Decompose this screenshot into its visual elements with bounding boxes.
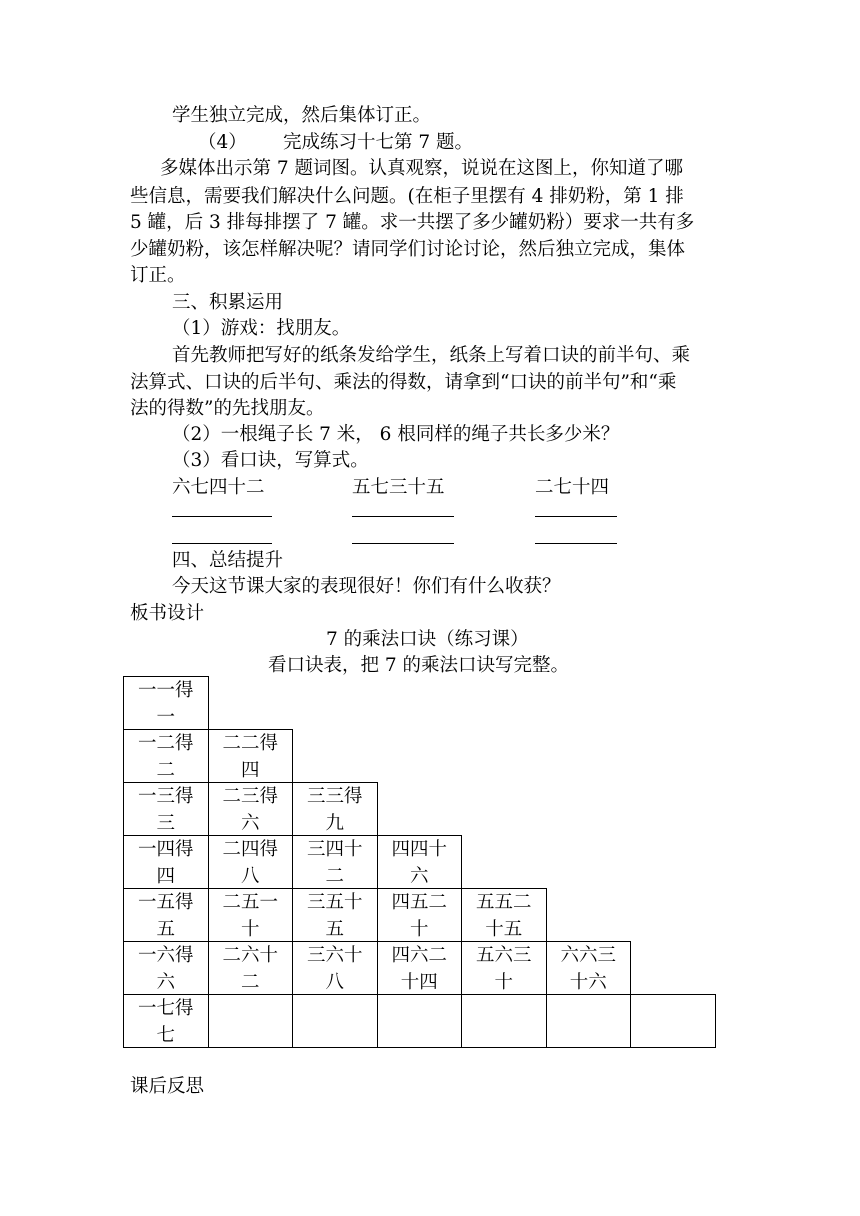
p3-line-3: 5 罐，后 3 排每排摆了 7 罐。求一共摆了多少罐奶粉）要求一共有多: [130, 212, 695, 233]
table-cell: 四六二 十四: [377, 941, 463, 995]
table-cell: 一二得 二: [123, 729, 209, 783]
game-line-1: 首先教师把写好的纸条发给学生，纸条上写着口诀的前半句、乘: [172, 345, 691, 366]
table-cell: [461, 994, 547, 1048]
table-cell: [630, 994, 716, 1048]
table-cell: 一三得 三: [123, 782, 209, 836]
table-cell: [377, 994, 463, 1048]
section-4-heading: 四、总结提升: [172, 550, 284, 571]
answer-blank[interactable]: [172, 516, 272, 517]
section-3-heading: 三、积累运用: [172, 292, 284, 313]
table-cell: 三五十 五: [292, 888, 378, 942]
table-cell: 一六得 六: [123, 941, 209, 995]
formula-1: 六七四十二: [172, 477, 265, 498]
p3-line-4: 少罐奶粉，该怎样解决呢？请同学们讨论讨论，然后独立完成，集体: [130, 239, 686, 260]
p2-text: 完成练习十七第 7 题。: [283, 132, 474, 153]
formula-2: 五七三十五: [352, 477, 445, 498]
answer-blank[interactable]: [535, 516, 617, 517]
table-cell: 三四十 二: [292, 835, 378, 889]
table-cell: [292, 994, 378, 1048]
summary: 今天这节课大家的表现很好！你们有什么收获？: [172, 576, 561, 597]
table-cell: 二四得 八: [208, 835, 294, 889]
p3-line-2: 些信息，需要我们解决什么问题。(在柜子里摆有 4 排奶粉，第 1 排: [130, 186, 684, 207]
reflection-heading: 课后反思: [130, 1076, 205, 1097]
board-design-heading: 板书设计: [130, 603, 205, 624]
answer-blank[interactable]: [172, 543, 272, 544]
p1: 学生独立完成，然后集体订正。: [172, 105, 432, 126]
table-cell: 一七得 七: [123, 994, 209, 1048]
question-3: （3）看口诀，写算式。: [172, 450, 369, 471]
game-line-3: 法的得数”的先找朋友。: [130, 398, 325, 419]
p3-line-1: 多媒体出示第 7 题词图。认真观察，说说在这图上，你知道了哪: [160, 158, 684, 179]
table-cell: 二五一 十: [208, 888, 294, 942]
p2-num: （4）: [198, 132, 247, 153]
table-cell: 六六三 十六: [546, 941, 632, 995]
table-cell: 二三得 六: [208, 782, 294, 836]
table-cell: 三六十 八: [292, 941, 378, 995]
answer-blank[interactable]: [352, 516, 454, 517]
formula-3: 二七十四: [535, 477, 610, 498]
board-subtitle: 看口诀表，把 7 的乘法口诀写完整。: [268, 655, 570, 676]
table-cell: 一五得 五: [123, 888, 209, 942]
table-cell: 一一得 一: [123, 676, 209, 730]
table-cell: 二六十 二: [208, 941, 294, 995]
table-cell: 五五二 十五: [461, 888, 547, 942]
p3-line-5: 订正。: [130, 265, 186, 286]
table-cell: 四四十 六: [377, 835, 463, 889]
table-cell: [208, 994, 294, 1048]
table-cell: 四五二 十: [377, 888, 463, 942]
table-cell: 一四得 四: [123, 835, 209, 889]
answer-blank[interactable]: [535, 543, 617, 544]
answer-blank[interactable]: [352, 543, 454, 544]
table-cell: [546, 994, 632, 1048]
question-2: （2）一根绳子长 7 米， 6 根同样的绳子共长多少米？: [172, 424, 620, 445]
table-cell: 二二得 四: [208, 729, 294, 783]
table-cell: 三三得 九: [292, 782, 378, 836]
game-line-2: 法算式、口诀的后半句、乘法的得数，请拿到“口诀的前半句”和“乘: [130, 372, 677, 393]
table-cell: 五六三 十: [461, 941, 547, 995]
game-title: （1）游戏：找朋友。: [172, 318, 351, 339]
board-title: 7 的乘法口诀（练习课）: [326, 629, 529, 650]
